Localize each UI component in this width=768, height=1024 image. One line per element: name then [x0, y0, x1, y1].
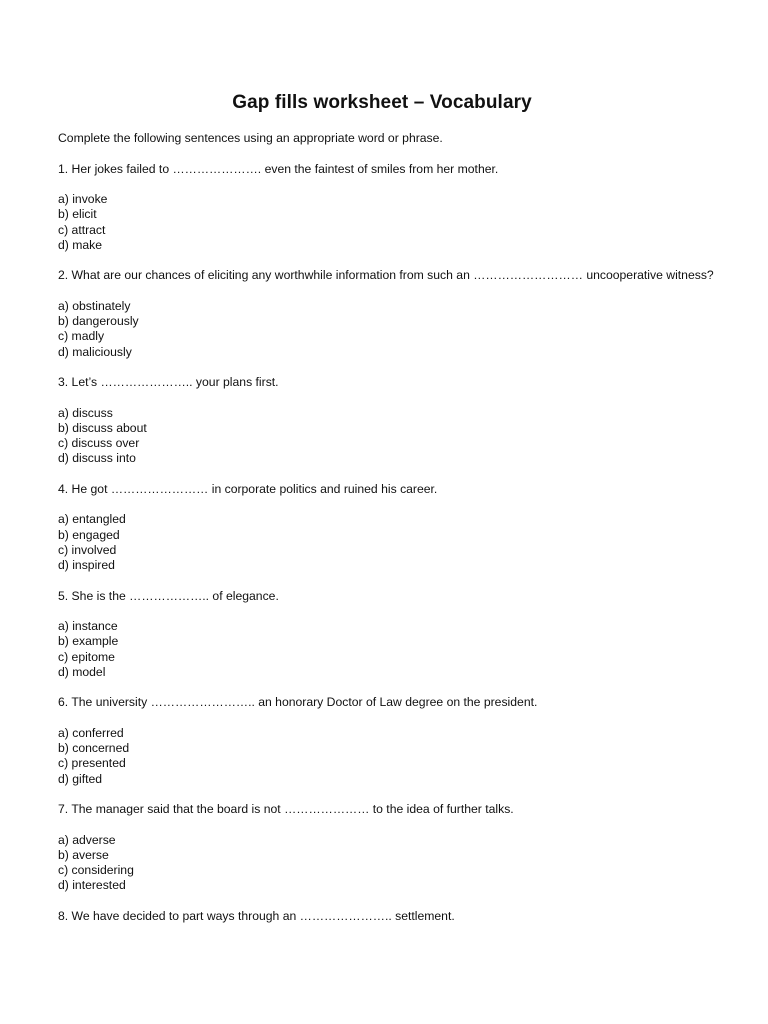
question-8	[58, 909, 764, 924]
answer-options	[58, 299, 764, 360]
question-3	[58, 375, 764, 467]
answer-options	[58, 512, 764, 573]
answer-option: a) conferred	[58, 725, 124, 740]
question-text: 1. Her jokes failed to …………………. even the faintest of smiles from her mother.	[58, 161, 499, 176]
answer-option: c) presented	[58, 756, 126, 771]
answer-options	[58, 833, 764, 894]
question-text: 8. We have decided to part ways through an ………………….. settlement.	[58, 908, 455, 923]
question-6	[58, 695, 764, 787]
answer-option: c) discuss over	[58, 436, 140, 450]
answer-option: b) dangerously	[58, 314, 139, 328]
question-text: 2. What are our chances of eliciting any worthwhile information from such an ……………………… uncooperative witness?	[58, 268, 714, 283]
answer-options	[58, 406, 764, 467]
question-4	[58, 482, 764, 574]
answer-option: a) invoke	[58, 192, 108, 206]
question-text: 4. He got …………………… in corporate politics and ruined his career.	[58, 481, 438, 496]
answer-options	[58, 726, 764, 787]
answer-option: c) considering	[58, 863, 134, 877]
answer-option: b) concerned	[58, 741, 130, 755]
answer-option: c) involved	[58, 542, 117, 557]
answer-option: b) elicit	[58, 207, 97, 222]
instructions-text: Complete the following sentences using an appropriate word or phrase.	[58, 131, 443, 145]
answer-option: d) maliciously	[58, 344, 132, 359]
question-5	[58, 589, 764, 681]
answer-option: b) discuss about	[58, 420, 147, 435]
answer-option: d) interested	[58, 878, 126, 893]
answer-option: c) madly	[58, 329, 105, 344]
question-text: 3. Let’s ………………….. your plans first.	[58, 375, 279, 389]
page-title: Gap fills worksheet – Vocabulary	[232, 92, 532, 113]
answer-option: d) inspired	[58, 558, 115, 572]
answer-option: c) epitome	[58, 649, 115, 664]
question-2	[58, 268, 764, 360]
answer-options	[58, 192, 764, 253]
worksheet-content	[58, 131, 764, 939]
answer-option: b) example	[58, 634, 119, 649]
answer-option: a) obstinately	[58, 298, 131, 313]
answer-option: a) adverse	[58, 832, 116, 847]
answer-option: d) make	[58, 237, 103, 252]
answer-option: a) discuss	[58, 405, 113, 420]
answer-option: c) attract	[58, 222, 106, 237]
answer-option: d) gifted	[58, 771, 103, 786]
question-text: 6. The university …………………….. an honorary Doctor of Law degree on the president.	[58, 695, 538, 710]
answer-options	[58, 619, 764, 680]
answer-option: b) engaged	[58, 527, 120, 542]
answer-option: a) instance	[58, 619, 118, 633]
question-text: 5. She is the ……………….. of elegance.	[58, 588, 279, 603]
answer-option: d) discuss into	[58, 451, 136, 466]
answer-option: a) entangled	[58, 512, 126, 527]
question-1	[58, 162, 764, 254]
question-text: 7. The manager said that the board is not ………………… to the idea of further talks.	[58, 802, 514, 816]
question-7	[58, 802, 764, 894]
answer-option: b) averse	[58, 847, 109, 862]
answer-option: d) model	[58, 664, 106, 679]
